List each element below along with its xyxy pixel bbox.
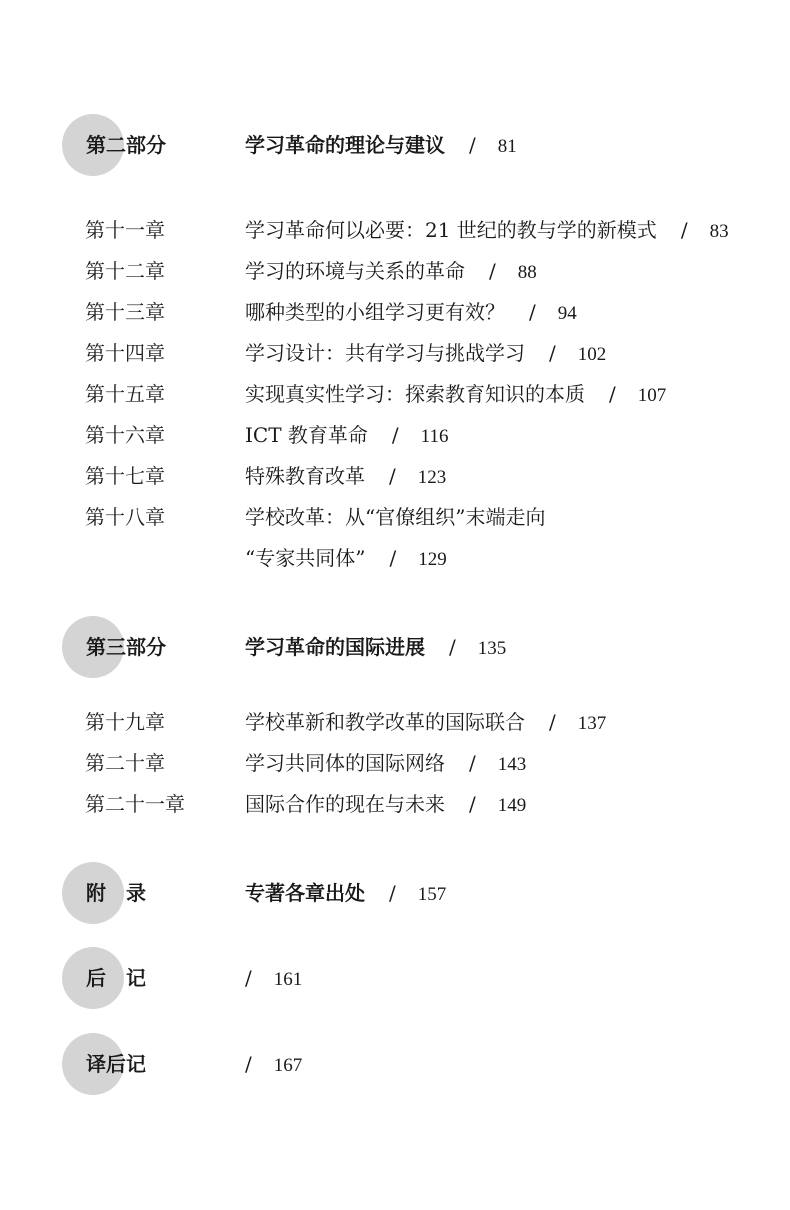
separator: / <box>389 546 397 570</box>
chapter-title-text: 特殊教育改革 <box>245 464 365 488</box>
toc-entry[interactable] <box>0 788 790 828</box>
part-title-text: 学习革命的国际进展 <box>245 635 425 659</box>
chapter-label: 第十八章 <box>85 505 165 529</box>
chapter-title <box>245 792 526 818</box>
toc-entry[interactable] <box>0 419 790 459</box>
chapter-title <box>245 341 606 367</box>
chapter-title <box>245 300 577 326</box>
chapter-title-text: 学习革命何以必要：21 世纪的教与学的新模式 <box>245 218 657 242</box>
page-number: 81 <box>497 136 517 157</box>
separator: / <box>469 133 476 157</box>
separator: / <box>449 635 456 659</box>
separator: / <box>489 259 496 283</box>
toc-entry[interactable] <box>0 214 790 254</box>
chapter-label: 第十二章 <box>85 259 165 283</box>
part-heading-2 <box>0 128 790 168</box>
page-number: 161 <box>273 969 303 990</box>
chapter-title-continued <box>245 546 447 572</box>
page-number: 167 <box>273 1055 303 1076</box>
chapter-title <box>245 218 729 244</box>
chapter-label: 第十七章 <box>85 464 165 488</box>
afterword-pageref <box>245 966 302 992</box>
chapter-title <box>245 710 606 736</box>
part-heading-3 <box>0 630 790 670</box>
chapter-label: 第十九章 <box>85 710 165 734</box>
toc-entry[interactable] <box>0 501 790 581</box>
chapter-label: 第十四章 <box>85 341 165 365</box>
chapter-title <box>245 423 448 449</box>
chapter-title <box>245 464 446 490</box>
chapter-title-text: 学习的环境与关系的革命 <box>245 259 465 283</box>
chapter-label: 第二十一章 <box>85 792 185 816</box>
separator: / <box>389 881 396 905</box>
toc-entry[interactable] <box>0 706 790 746</box>
chapter-title <box>245 259 537 285</box>
part-title[interactable] <box>245 133 517 159</box>
chapter-title-text: 哪种类型的小组学习更有效？ <box>245 300 505 324</box>
appendix-title <box>245 881 446 907</box>
page-number: 137 <box>577 713 607 734</box>
appendix-heading[interactable] <box>0 876 790 916</box>
page-number: 143 <box>497 754 527 775</box>
translator-afterword-label: 译后记 <box>86 1052 146 1076</box>
page-number: 107 <box>637 385 667 406</box>
appendix-title-text: 专著各章出处 <box>245 881 365 905</box>
chapter-title-text: 实现真实性学习：探索教育知识的本质 <box>245 382 585 406</box>
page-number: 116 <box>420 426 449 447</box>
chapter-title <box>245 382 666 408</box>
chapter-label: 第十一章 <box>85 218 165 242</box>
separator: / <box>609 382 616 406</box>
separator: / <box>469 792 476 816</box>
chapter-title-text: 学习共同体的国际网络 <box>245 751 445 775</box>
part-label: 第二部分 <box>86 133 166 157</box>
afterword-heading[interactable] <box>0 961 790 1001</box>
chapter-title-text: 学校革新和教学改革的国际联合 <box>245 710 525 734</box>
chapter-title-text: 学习设计：共有学习与挑战学习 <box>245 341 525 365</box>
separator: / <box>549 710 556 734</box>
appendix-label: 附 录 <box>86 881 146 905</box>
separator: / <box>529 300 536 324</box>
chapter-label: 第十五章 <box>85 382 165 406</box>
separator: / <box>680 218 688 242</box>
chapter-title-text: 国际合作的现在与未来 <box>245 792 445 816</box>
separator: / <box>391 423 399 447</box>
page-number: 135 <box>477 638 507 659</box>
part-title[interactable] <box>245 635 506 661</box>
page-number: 83 <box>709 221 729 242</box>
toc-entry[interactable] <box>0 378 790 418</box>
toc-entry[interactable] <box>0 255 790 295</box>
chapter-label: 第二十章 <box>85 751 165 775</box>
chapter-label: 第十六章 <box>85 423 165 447</box>
chapter-title: 学校改革：从“官僚组织”末端走向 <box>245 505 546 529</box>
separator: / <box>245 1052 252 1076</box>
toc-entry[interactable] <box>0 460 790 500</box>
page-number: 157 <box>417 884 447 905</box>
toc-entry[interactable] <box>0 296 790 336</box>
chapter-title-text: “专家共同体” <box>245 546 366 570</box>
page-number: 129 <box>418 549 447 570</box>
chapter-label: 第十三章 <box>85 300 165 324</box>
toc-entry[interactable] <box>0 747 790 787</box>
separator: / <box>389 464 396 488</box>
page-number: 123 <box>417 467 447 488</box>
part-title-text: 学习革命的理论与建议 <box>245 133 445 157</box>
separator: / <box>245 966 252 990</box>
part-label: 第三部分 <box>86 635 166 659</box>
toc-entry[interactable] <box>0 337 790 377</box>
page-number: 149 <box>497 795 527 816</box>
separator: / <box>469 751 476 775</box>
chapter-title-text: ICT 教育革命 <box>245 423 368 447</box>
page-number: 102 <box>577 344 607 365</box>
translator-afterword-heading[interactable] <box>0 1047 790 1087</box>
separator: / <box>549 341 556 365</box>
afterword-label: 后 记 <box>86 966 146 990</box>
chapter-title <box>245 751 526 777</box>
translator-afterword-pageref <box>245 1052 302 1078</box>
page-number: 94 <box>557 303 577 324</box>
page-number: 88 <box>517 262 537 283</box>
